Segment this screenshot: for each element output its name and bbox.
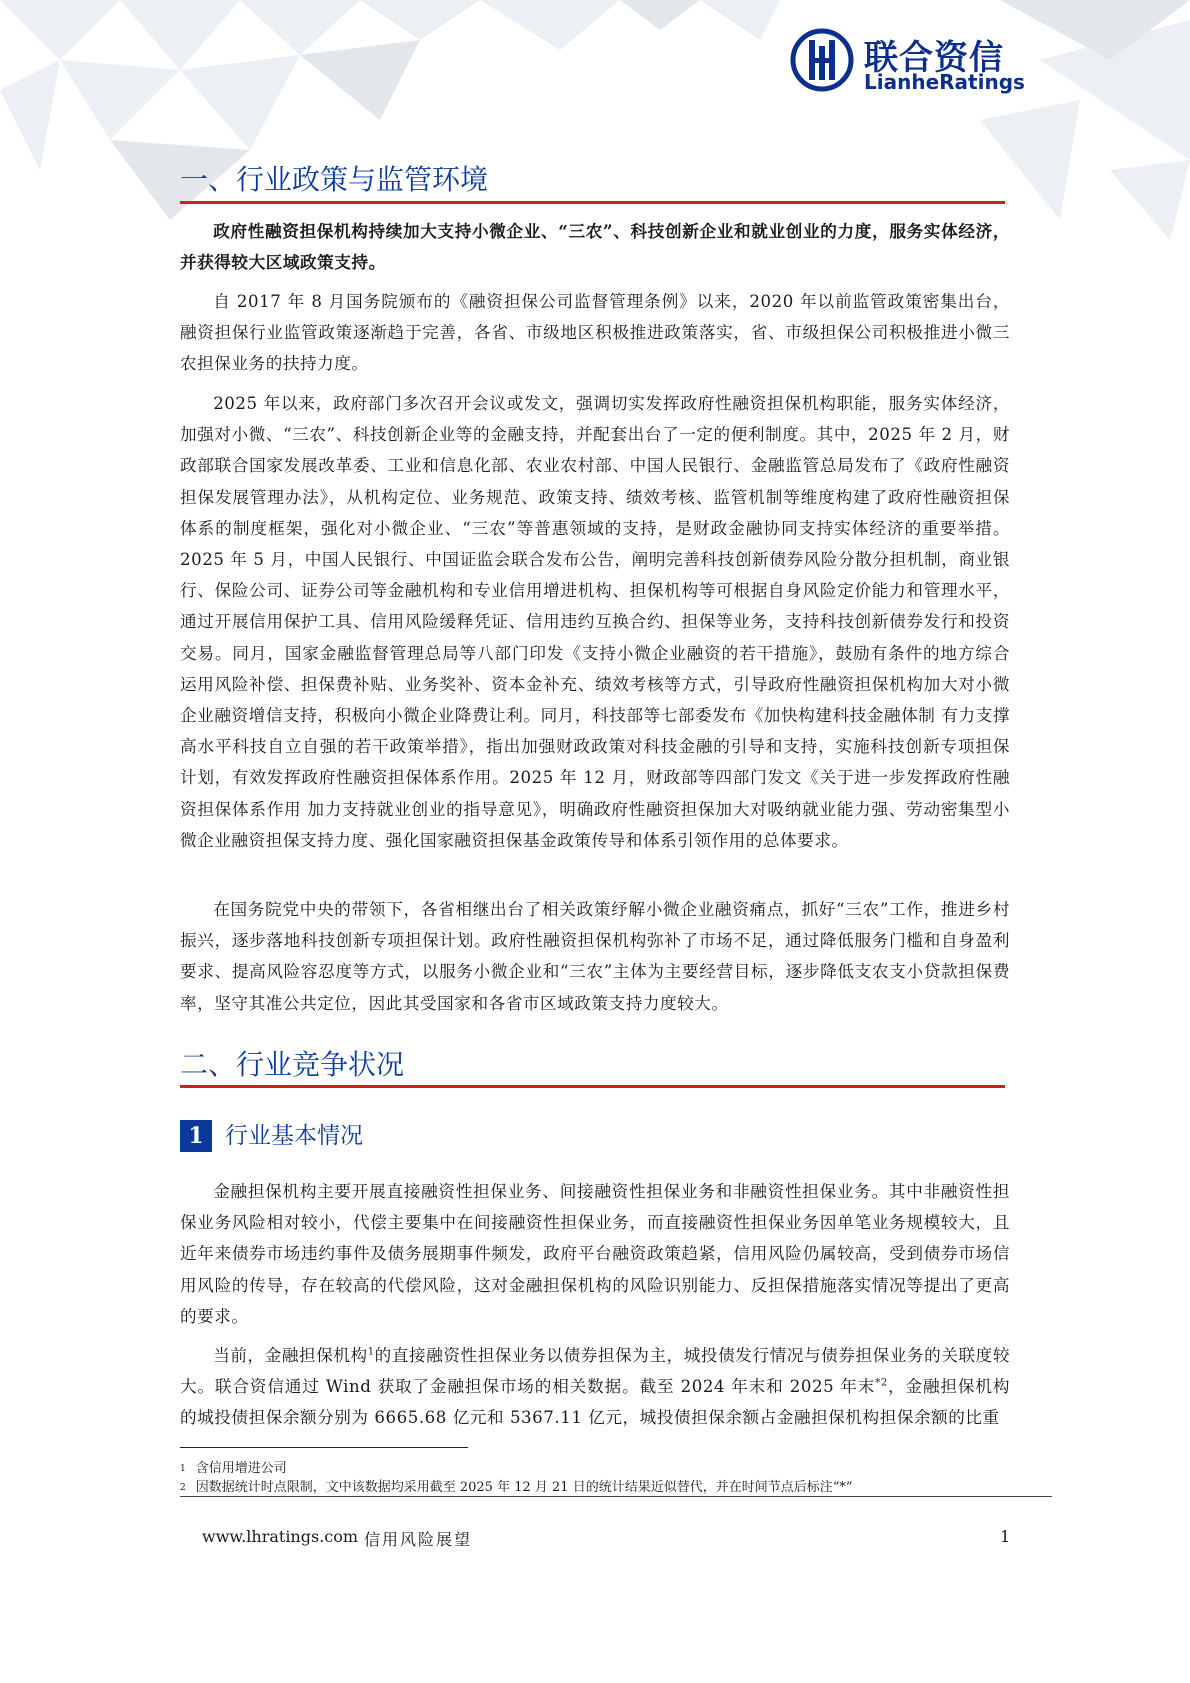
paragraph-bond-guarantee: 当前，金融担保机构$^1$的直接融资性担保业务以债券担保为主，城投债发行情况与债券担保业务的关联度较大。联合资信通过 Wind 获取了金融担保市场的相关数据。截至 2024 年末和 2025 年末$^{*2}$，金融担保机构的城投债担保余额分别为 6665.68 亿元和 5367.11 亿元，城投债担保余额占金融担保机构担保余额的比重: [180, 1346, 1010, 1428]
footer-website[interactable]: www.lhratings.com: [202, 1527, 359, 1546]
footnote-2: $^2$ 因数据统计时点限制，文中该数据均采用截至 2025 年 12 月 21 日的统计结果近似替代，并在时间节点后标注“*”: [180, 1480, 853, 1495]
lianhe-logo-icon: [790, 28, 854, 92]
section-title-policy: 一、行业政策与监管环境: [180, 163, 489, 196]
paragraph-summary: 政府性融资担保机构持续加大支持小微企业、“三农”、科技创新企业和就业创业的力度，服务实体经济，并获得较大区域政策支持。: [180, 221, 1010, 273]
section-divider: [180, 1085, 1005, 1088]
subsection-number: 1: [180, 1120, 212, 1152]
footer-publication: 信用风险展望: [364, 1530, 473, 1549]
page-number: 1: [1000, 1527, 1011, 1546]
brand-logo: [790, 28, 1025, 98]
footer-divider: [180, 1496, 1052, 1497]
paragraph-regulation-history: 自 2017 年 8 月国务院颁布的《融资担保公司监督管理条例》以来，2020 年以前监管政策密集出台，融资担保行业监管政策逐渐趋于完善，各省、市级地区积极推进政策落实，省、市级担保公司积极推进小微三农担保业务的扶持力度。: [180, 292, 1010, 374]
paragraph-2025-policies: 2025 年以来，政府部门多次召开会议或发文，强调切实发挥政府性融资担保机构职能，服务实体经济，加强对小微、“三农”、科技创新企业等的金融支持，并配套出台了一定的便利制度。其中，2025 年 2 月，财政部联合国家发展改革委、工业和信息化部、农业农村部、中国人民银行、金融监管总局发布了《政府性融资担保发展管理办法》，从机构定位、业务规范、政策支持、绩效考核、监管机制等维度构建了政府性融资担保体系的制度框架，强化对小微企业、“三农”等普惠领域的支持，是财政金融协同支持实体经济的重要举措。2025 年 5 月，中国人民银行、中国证监会联合发布公告，阐明完善科技创新债券风险分散分担机制，商业银行、保险公司、证券公司等金融机构和专业信用增进机构、担保机构等可根据自身风险定价能力和管理水平，通过开展信用保护工具、信用风险缓释凭证、信用违约互换合约、担保等业务，支持科技创新债券发行和投资交易。同月，国家金融监督管理总局等八部门印发《支持小微企业融资的若干措施》，鼓励有条件的地方综合运用风险补偿、担保费补贴、业务奖补、资本金补充、绩效考核等方式，引导政府性融资担保机构加大对小微企业融资增信支持，积极向小微企业降费让利。同月，科技部等七部委发布《加快构建科技金融体制 有力支撑高水平科技自立自强的若干政策举措》，指出加强财政政策对科技金融的引导和支持，实施科技创新专项担保计划，有效发挥政府性融资担保体系作用。2025 年 12 月，财政部等四部门发文《关于进一步发挥政府性融资担保体系作用 加力支持就业创业的指导意见》，明确政府性融资担保加大对吸纳就业能力强、劳动密集型小微企业融资担保支持力度、强化国家融资担保基金政策传导和体系引领作用的总体要求。: [180, 394, 1010, 850]
paragraph-provincial-support: 在国务院党中央的带领下，各省相继出台了相关政策纾解小微企业融资痛点，抓好“三农”工作，推进乡村振兴，逐步落地科技创新专项担保计划。政府性融资担保机构弥补了市场不足，通过降低服务门槛和自身盈利要求、提高风险容忍度等方式，以服务小微企业和“三农”主体为主要经营目标，逐步降低支农支小贷款担保费率，坚守其准公共定位，因此其受国家和各省市区域政策支持力度较大。: [180, 900, 1010, 1013]
section-title-competition: 二、行业竞争状况: [180, 1048, 405, 1081]
subsection-title: 行业基本情况: [225, 1123, 363, 1149]
footnote-1: $^1$ 含信用增进公司: [180, 1461, 287, 1476]
section-divider: [180, 201, 1005, 204]
brand-name-en: LianheRatings: [864, 70, 1025, 94]
brand-name-cn: 联合资信: [864, 38, 1004, 78]
paragraph-business-types: 金融担保机构主要开展直接融资性担保业务、间接融资性担保业务和非融资性担保业务。其中非融资性担保业务风险相对较小，代偿主要集中在间接融资性担保业务，而直接融资性担保业务因单笔业务规模较大，且近年来债券市场违约事件及债务展期事件频发，政府平台融资政策趋紧，信用风险仍属较高，受到债券市场信用风险的传导，存在较高的代偿风险，这对金融担保机构的风险识别能力、反担保措施落实情况等提出了更高的要求。: [180, 1182, 1010, 1326]
footnote-ref-1[interactable]: 1: [367, 1346, 375, 1358]
footnote-ref-2[interactable]: *2: [875, 1377, 888, 1389]
footnote-divider: [180, 1447, 468, 1448]
